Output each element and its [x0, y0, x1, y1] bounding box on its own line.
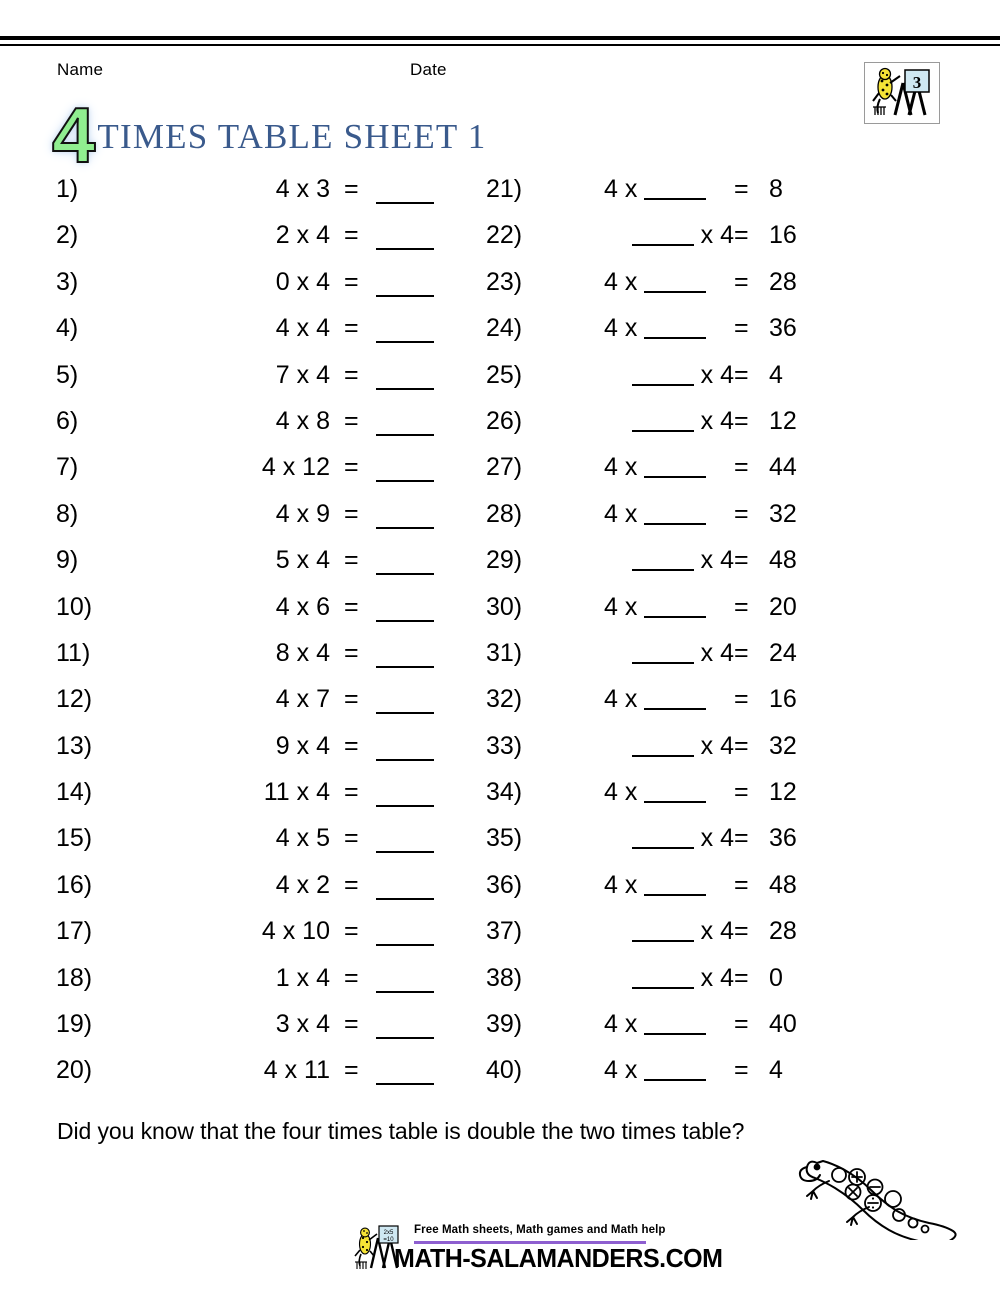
- answer-blank[interactable]: [376, 546, 434, 575]
- problem-expression: 4 x 7: [275, 685, 330, 714]
- problem-expression: [604, 1056, 734, 1085]
- problem-number: 24): [486, 314, 523, 343]
- brand-tagline: Free Math sheets, Math games and Math help: [414, 1224, 666, 1236]
- problem-expression: 4 x 3: [275, 175, 330, 203]
- equals-sign: =: [734, 314, 749, 343]
- problem-expression: [604, 732, 734, 761]
- factor-blank[interactable]: [644, 501, 706, 525]
- problem-number: 37): [486, 917, 523, 946]
- product-value: 48: [769, 870, 797, 899]
- problem-expression: [604, 546, 734, 575]
- product-value: 32: [769, 731, 797, 760]
- factor-blank[interactable]: [644, 1011, 706, 1035]
- problem-expression: 4 x 8: [275, 406, 330, 435]
- equals-sign: =: [344, 267, 359, 296]
- problem-row: [486, 871, 906, 917]
- problem-number: 18): [56, 963, 93, 992]
- page-top-rule-thick: [0, 36, 1000, 40]
- problem-row: [486, 361, 906, 407]
- problem-row: [486, 314, 906, 360]
- problem-number: 21): [486, 175, 523, 203]
- answer-blank[interactable]: [376, 314, 434, 343]
- equals-sign: =: [344, 917, 359, 946]
- product-value: 32: [769, 499, 797, 528]
- answer-blank[interactable]: [376, 824, 434, 853]
- equals-sign: =: [344, 638, 359, 667]
- salamander-level-logo: [864, 62, 940, 124]
- problem-row: [486, 546, 906, 592]
- equals-sign: =: [734, 267, 749, 296]
- product-value: 16: [769, 685, 797, 714]
- problem-number: 29): [486, 546, 523, 575]
- product-value: 8: [769, 175, 783, 203]
- answer-blank[interactable]: [376, 453, 434, 482]
- equals-sign: =: [734, 499, 749, 528]
- fun-fact-text: Did you know that the four times table is double the two times table?: [57, 1118, 745, 1144]
- product-value: 16: [769, 221, 797, 250]
- problem-number: 23): [486, 267, 523, 296]
- salamander-illustration: [795, 1135, 985, 1240]
- answer-blank[interactable]: [376, 685, 434, 714]
- factor-blank[interactable]: [632, 408, 694, 432]
- problem-number: 12): [56, 685, 93, 714]
- problem-number: 17): [56, 917, 93, 946]
- problem-expression: [604, 1010, 734, 1039]
- problem-row: [56, 824, 456, 870]
- equals-sign: =: [344, 453, 359, 482]
- problem-number: 10): [56, 592, 93, 621]
- known-factor: x 4: [693, 824, 734, 853]
- page-top-rule-thin: [0, 44, 1000, 46]
- problem-number: 8): [56, 499, 79, 528]
- known-factor: 4 x: [604, 1056, 645, 1085]
- known-factor: x 4: [693, 360, 734, 389]
- product-value: 28: [769, 267, 797, 296]
- problem-number: 39): [486, 1010, 523, 1039]
- problem-number: 26): [486, 406, 523, 435]
- problem-number: 34): [486, 778, 523, 807]
- problem-row: [486, 593, 906, 639]
- equals-sign: =: [344, 175, 359, 203]
- svg-text:=10: =10: [383, 1237, 394, 1243]
- problem-row: [56, 314, 456, 360]
- product-value: 44: [769, 453, 797, 482]
- name-label: Name: [57, 60, 104, 79]
- equals-sign: =: [344, 1056, 359, 1085]
- equals-sign: =: [734, 1056, 749, 1085]
- date-label: Date: [410, 60, 447, 79]
- answer-blank[interactable]: [376, 1056, 434, 1085]
- known-factor: 4 x: [604, 592, 645, 621]
- equals-sign: =: [734, 175, 749, 203]
- problem-row: [486, 453, 906, 499]
- problem-expression: 2 x 4: [275, 221, 330, 250]
- factor-blank[interactable]: [632, 640, 694, 664]
- known-factor: x 4: [693, 546, 734, 575]
- known-factor: 4 x: [604, 870, 645, 899]
- problem-expression: [604, 221, 734, 250]
- problem-row: [56, 453, 456, 499]
- problem-row: [486, 732, 906, 778]
- problem-expression: [604, 964, 734, 993]
- equals-sign: =: [344, 824, 359, 853]
- answer-blank[interactable]: [376, 407, 434, 436]
- problem-number: 1): [56, 175, 79, 203]
- problem-row: [56, 361, 456, 407]
- equals-sign: =: [344, 1010, 359, 1039]
- known-factor: 4 x: [604, 1010, 645, 1039]
- problem-row: [56, 685, 456, 731]
- factor-blank[interactable]: [644, 779, 706, 803]
- problem-number: 3): [56, 267, 79, 296]
- equals-sign: =: [344, 685, 359, 714]
- equals-sign: =: [734, 360, 749, 389]
- equals-sign: =: [344, 963, 359, 992]
- answer-blank[interactable]: [376, 268, 434, 297]
- answer-blank[interactable]: [376, 500, 434, 529]
- product-value: 12: [769, 778, 797, 807]
- known-factor: x 4: [693, 221, 734, 250]
- problem-expression: 4 x 4: [275, 314, 330, 343]
- problem-expression: 4 x 2: [275, 870, 330, 899]
- problem-expression: [604, 268, 734, 297]
- problem-number: 30): [486, 592, 523, 621]
- answer-blank[interactable]: [376, 778, 434, 807]
- problem-number: 27): [486, 453, 523, 482]
- problem-expression: [604, 685, 734, 714]
- known-factor: x 4: [693, 406, 734, 435]
- equals-sign: =: [344, 406, 359, 435]
- problem-row: [56, 221, 456, 267]
- equals-sign: =: [344, 731, 359, 760]
- problem-number: 2): [56, 221, 79, 250]
- problem-row: [486, 685, 906, 731]
- problem-expression: [604, 500, 734, 529]
- corner-logo-level: 3: [912, 73, 922, 92]
- problem-number: 28): [486, 499, 523, 528]
- problem-number: 9): [56, 546, 79, 575]
- factor-blank[interactable]: [632, 733, 694, 757]
- factor-blank[interactable]: [644, 454, 706, 478]
- equals-sign: =: [734, 870, 749, 899]
- equals-sign: =: [734, 592, 749, 621]
- problem-row: [56, 407, 456, 453]
- problem-expression: 4 x 11: [263, 1056, 330, 1085]
- factor-blank[interactable]: [644, 1057, 706, 1081]
- problem-expression: 4 x 5: [275, 824, 330, 853]
- equals-sign: =: [734, 638, 749, 667]
- equals-sign: =: [734, 685, 749, 714]
- product-value: 24: [769, 638, 797, 667]
- answer-blank[interactable]: [376, 1010, 434, 1039]
- equals-sign: =: [344, 314, 359, 343]
- problem-row: [56, 732, 456, 778]
- known-factor: 4 x: [604, 267, 645, 296]
- factor-blank[interactable]: [632, 222, 694, 246]
- problem-number: 31): [486, 638, 523, 667]
- problem-number: 11): [56, 638, 91, 667]
- known-factor: 4 x: [604, 314, 645, 343]
- problem-number: 22): [486, 221, 523, 250]
- factor-blank[interactable]: [644, 269, 706, 293]
- answer-blank[interactable]: [376, 639, 434, 668]
- problem-expression: 4 x 12: [261, 453, 330, 482]
- known-factor: x 4: [693, 638, 734, 667]
- problem-row: [56, 268, 456, 314]
- product-value: 4: [769, 360, 783, 389]
- problem-row: [56, 917, 456, 963]
- product-value: 36: [769, 824, 797, 853]
- problem-number: 16): [56, 870, 93, 899]
- problem-row: [486, 1056, 906, 1102]
- problem-expression: [604, 314, 734, 343]
- problem-row: [56, 871, 456, 917]
- problem-expression: 4 x 9: [275, 499, 330, 528]
- equals-sign: =: [734, 406, 749, 435]
- answer-blank[interactable]: [376, 361, 434, 390]
- product-value: 36: [769, 314, 797, 343]
- problem-expression: [604, 917, 734, 946]
- answer-blank[interactable]: [376, 871, 434, 900]
- equals-sign: =: [734, 824, 749, 853]
- problem-number: 4): [56, 314, 79, 343]
- product-value: 4: [769, 1056, 783, 1085]
- problem-row: [486, 500, 906, 546]
- factor-blank[interactable]: [644, 176, 706, 200]
- problem-expression: [604, 453, 734, 482]
- problem-row: [56, 964, 456, 1010]
- factor-blank[interactable]: [644, 686, 706, 710]
- known-factor: 4 x: [604, 778, 645, 807]
- equals-sign: =: [734, 1010, 749, 1039]
- problem-row: [486, 407, 906, 453]
- equals-sign: =: [344, 870, 359, 899]
- problem-number: 20): [56, 1056, 93, 1085]
- equals-sign: =: [344, 360, 359, 389]
- problem-row: [56, 546, 456, 592]
- answer-blank[interactable]: [376, 964, 434, 993]
- factor-blank[interactable]: [644, 872, 706, 896]
- equals-sign: =: [344, 546, 359, 575]
- problem-row: [486, 175, 906, 221]
- equals-sign: =: [734, 731, 749, 760]
- answer-blank[interactable]: [376, 221, 434, 250]
- problem-expression: 11 x 4: [263, 778, 330, 807]
- problems-column-right: [486, 175, 906, 1103]
- answer-blank[interactable]: [376, 593, 434, 622]
- problem-row: [56, 639, 456, 685]
- problem-row: [486, 221, 906, 267]
- known-factor: 4 x: [604, 453, 645, 482]
- problem-row: [486, 639, 906, 685]
- problem-expression: [604, 593, 734, 622]
- problem-expression: 3 x 4: [275, 1010, 330, 1039]
- answer-blank[interactable]: [376, 732, 434, 761]
- times-table-number: 4: [52, 91, 94, 179]
- equals-sign: =: [734, 453, 749, 482]
- problem-expression: 8 x 4: [275, 638, 330, 667]
- known-factor: 4 x: [604, 499, 645, 528]
- equals-sign: =: [734, 221, 749, 250]
- equals-sign: =: [734, 917, 749, 946]
- problem-number: 38): [486, 963, 523, 992]
- site-branding: [352, 1222, 723, 1274]
- problem-row: [56, 778, 456, 824]
- problem-row: [56, 175, 456, 221]
- product-value: 40: [769, 1010, 797, 1039]
- factor-blank[interactable]: [644, 315, 706, 339]
- problem-row: [486, 824, 906, 870]
- brand-url[interactable]: MATH-SALAMANDERS.COM: [394, 1244, 723, 1274]
- problem-row: [486, 268, 906, 314]
- problem-row: [486, 964, 906, 1010]
- problem-number: 33): [486, 731, 523, 760]
- known-factor: x 4: [693, 963, 734, 992]
- problem-number: 15): [56, 824, 93, 853]
- problem-expression: 7 x 4: [275, 360, 330, 389]
- salamander-easel-icon: [865, 63, 939, 123]
- equals-sign: =: [734, 546, 749, 575]
- factor-blank[interactable]: [644, 594, 706, 618]
- problem-number: 35): [486, 824, 523, 853]
- problem-expression: [604, 778, 734, 807]
- problem-number: 32): [486, 685, 523, 714]
- known-factor: x 4: [693, 731, 734, 760]
- factor-blank[interactable]: [632, 362, 694, 386]
- product-value: 12: [769, 406, 797, 435]
- problem-expression: 0 x 4: [275, 267, 330, 296]
- problem-expression: [604, 407, 734, 436]
- equals-sign: =: [734, 963, 749, 992]
- equals-sign: =: [344, 592, 359, 621]
- problem-row: [56, 593, 456, 639]
- answer-blank[interactable]: [376, 175, 434, 204]
- factor-blank[interactable]: [632, 918, 694, 942]
- problem-expression: 9 x 4: [275, 731, 330, 760]
- factor-blank[interactable]: [632, 965, 694, 989]
- svg-text:2x5: 2x5: [383, 1230, 394, 1236]
- problem-number: 19): [56, 1010, 93, 1039]
- problem-row: [56, 500, 456, 546]
- problem-number: 5): [56, 360, 79, 389]
- problem-number: 40): [486, 1056, 523, 1085]
- product-value: 28: [769, 917, 797, 946]
- problem-expression: 5 x 4: [275, 546, 330, 575]
- problem-expression: [604, 824, 734, 853]
- problem-expression: [604, 361, 734, 390]
- page-title: [52, 86, 487, 179]
- equals-sign: =: [344, 499, 359, 528]
- problem-row: [56, 1056, 456, 1102]
- known-factor: 4 x: [604, 175, 645, 203]
- answer-blank[interactable]: [376, 917, 434, 946]
- problem-expression: [604, 871, 734, 900]
- factor-blank[interactable]: [632, 547, 694, 571]
- problems-column-left: [56, 175, 456, 1103]
- problem-expression: 4 x 6: [275, 592, 330, 621]
- problem-number: 6): [56, 406, 79, 435]
- equals-sign: =: [344, 778, 359, 807]
- problem-number: 36): [486, 870, 523, 899]
- factor-blank[interactable]: [632, 825, 694, 849]
- problem-expression: [604, 639, 734, 668]
- equals-sign: =: [344, 221, 359, 250]
- product-value: 20: [769, 592, 797, 621]
- known-factor: 4 x: [604, 685, 645, 714]
- problem-row: [56, 1010, 456, 1056]
- problem-expression: [604, 175, 734, 204]
- problem-expression: 4 x 10: [261, 917, 330, 946]
- problem-number: 7): [56, 453, 79, 482]
- problem-number: 14): [56, 778, 93, 807]
- problem-row: [486, 917, 906, 963]
- problem-expression: 1 x 4: [275, 963, 330, 992]
- problem-number: 25): [486, 360, 523, 389]
- problem-number: 13): [56, 731, 93, 760]
- known-factor: x 4: [693, 917, 734, 946]
- product-value: 48: [769, 546, 797, 575]
- problem-row: [486, 778, 906, 824]
- equals-sign: =: [734, 778, 749, 807]
- product-value: 0: [769, 963, 783, 992]
- page-title-text: TIMES TABLE SHEET 1: [97, 117, 487, 156]
- problem-row: [486, 1010, 906, 1056]
